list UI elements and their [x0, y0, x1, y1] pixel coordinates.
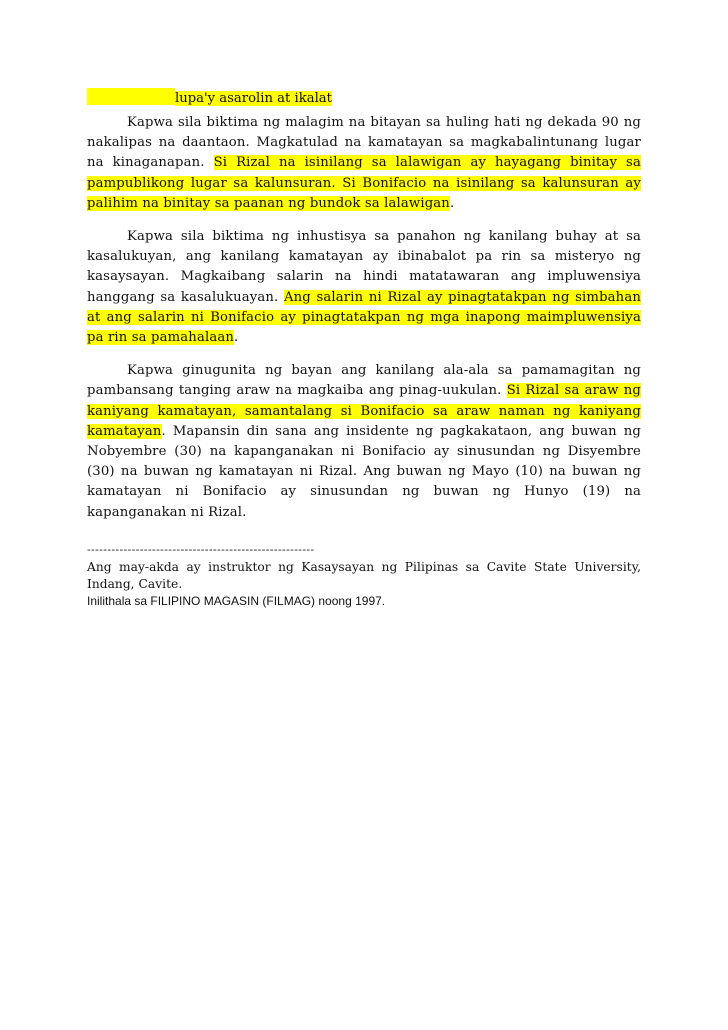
paragraph-1-highlight: Si Rizal na isinilang sa lalawigan ay hayagang binitay sa pampublikong lugar sa kalunsuran. Si Bonifacio na isinilang sa kalunsuran ay palihim na binitay sa paanan ng bundok sa lalawigan	[87, 155, 641, 211]
paragraph-2-highlight: Ang salarin ni Rizal ay pinagtatakpan ng simbahan at ang salarin ni Bonifacio ay pinagtatakpan ng mga inapong maimpluwensiya pa rin sa pamahalaan	[87, 289, 641, 346]
paragraph-2	[87, 227, 641, 348]
paragraph-3	[87, 361, 641, 523]
paragraph-1	[87, 113, 641, 214]
highlight-blank	[87, 88, 175, 105]
author-note: Ang may-akda ay instruktor ng Kasaysayan ng Pilipinas sa Cavite State University, Indang, Cavite.	[87, 559, 641, 591]
paragraph-3-text: Kapwa ginugunita ng bayan ang kanilang ala-ala sa pamamagitan ng pambansang tanging araw na magkaiba ang pinag-uukulan.	[87, 363, 641, 399]
paragraph-2-end: .	[234, 330, 239, 346]
document-page	[87, 88, 641, 610]
paragraph-1-text: Kapwa sila biktima ng malagim na bitayan sa huling hati ng dekada 90 ng nakalipas na daantaon. Magkatulad na kamatayan sa magkabalintunang lugar na kinaganapan.	[87, 115, 641, 171]
paragraph-3-end: . Mapansin din sana ang insidente ng pagkakataon, ang buwan ng Nobyembre (30) na kapanganakan ni Bonifacio ay sinusundan ng Disyembre (30) na buwan ng kamatayan ni Rizal. Ang buwan ng Mayo (10) na buwan ng kamatayan ni Bonifacio ay sinusundan ng buwan ng Hunyo (19) na kapanganakan ni Rizal.	[87, 423, 641, 520]
paragraph-3-highlight: Si Rizal sa araw ng kaniyang kamatayan, samantalang si Bonifacio sa araw naman ng kaniyang kamatayan	[87, 383, 641, 439]
paragraph-1-end: .	[449, 195, 455, 211]
paragraph-2-text: Kapwa sila biktima ng inhustisya sa panahon ng kanilang buhay at sa kasalukuyan, ang kanilang kamatayan ay ibinabalot pa rin sa misteryo ng kasaysayan. Magkaibang salarin na hindi matatawaran ang impluwensiya hanggang sa kasalukuayan.	[87, 229, 641, 305]
footnote-divider: --------------------------------------------------------	[87, 543, 315, 556]
top-highlighted-line	[87, 88, 641, 109]
top-line-text: lupa'y asarolin at ikalat	[175, 91, 332, 106]
source-note: Inilithala sa FILIPINO MAGASIN (FILMAG) noong 1997.	[87, 593, 386, 608]
